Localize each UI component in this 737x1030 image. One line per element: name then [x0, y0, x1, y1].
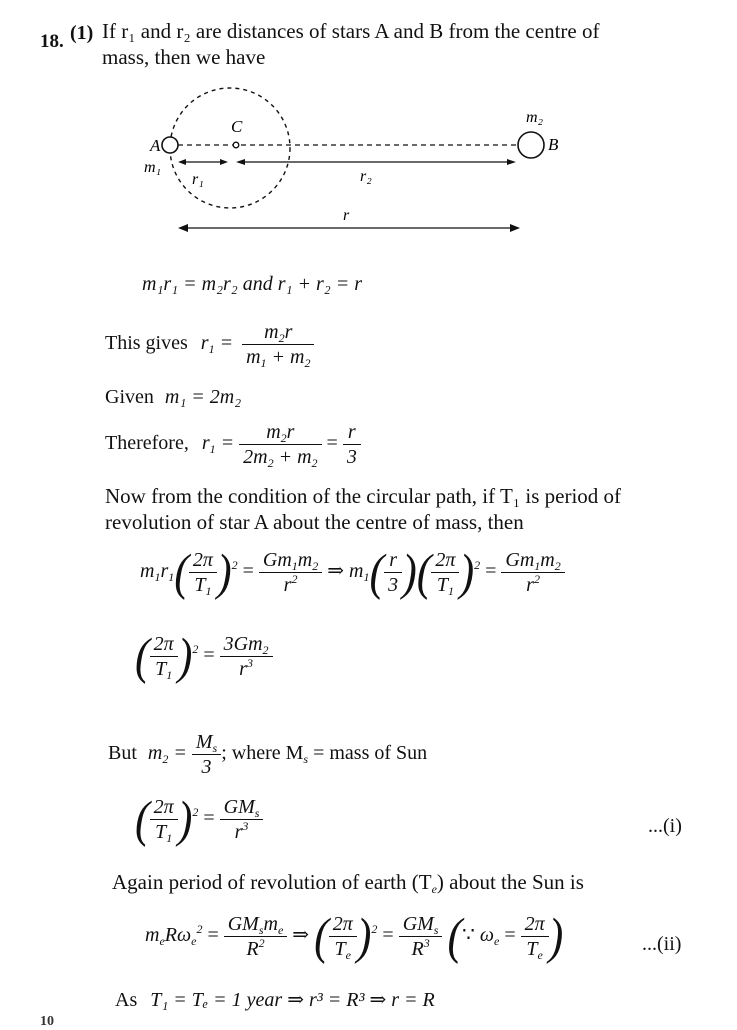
therefore-label: Therefore,: [105, 432, 189, 455]
but-row: But $m_2$ = $\frac{M_s}{3}$ ; where $M_s$ = mass of Sun: [108, 731, 428, 778]
circular-motion-equation: $m_1r_1$( $\frac{2\pi}{T_1}$ )$^2$ = $\frac{Gm_1m_2}{r^2}$ ⇒ $m_1$( $\frac{r}{3}$ )( $\frac{2\pi}{T_1}$ )$^2$ = $\frac{Gm_1m_2}{r^2}$: [140, 548, 565, 597]
therefore-row: Therefore, $r_1$ = $\frac{m_2r}{2m_2 + m_2}$ = $\frac{r}{3}$: [105, 420, 361, 469]
page-corner-number: 10: [40, 1014, 54, 1029]
orbit-circle: [170, 88, 290, 208]
again-row: Again period of revolution of earth $(T_e)$ about the Sun is: [112, 870, 584, 896]
problem-number: 18.: [40, 31, 64, 52]
but-label: But: [108, 742, 137, 765]
label-r2: r₂: [360, 168, 372, 185]
label-a: A: [150, 136, 161, 155]
again-line-2: ) about the Sun is: [436, 870, 584, 894]
intro-line-1: If r₁ and r₂ are distances of stars A and B from the centre of: [102, 19, 600, 43]
omega-equation: ( $\frac{2\pi}{T_1}$ )$^2$ = $\frac{3Gm_2}{r^3}$: [135, 632, 273, 681]
final-equation: T₁ = Tₑ = 1 year ⇒ r³ = R³ ⇒ r = R: [150, 989, 435, 1011]
label-r: r: [343, 207, 350, 224]
given-label: Given: [105, 386, 154, 408]
condition-line-2: revolution of star A about the centre of mass, then: [105, 510, 524, 534]
label-r1: r₁: [192, 171, 204, 188]
label-m2: m₂: [526, 109, 544, 126]
equation-label-ii: ...(ii): [642, 933, 682, 955]
where-text-2: = mass of Sun: [308, 742, 428, 765]
intro-line-2: mass, then we have: [102, 45, 266, 69]
answer-option: (1): [70, 22, 94, 44]
star-b: [518, 132, 544, 158]
equation-i: ( $\frac{2\pi}{T_1}$ )$^2$ = $\frac{GM_s}{r^3}$: [135, 795, 263, 844]
binary-star-diagram: [130, 80, 590, 240]
label-m1: m₁: [144, 159, 162, 176]
star-a: [162, 137, 178, 153]
equation-1: m₁r₁ = m₂r₂ and r₁ + r₂ = r: [142, 273, 363, 295]
this-gives-row: This gives $r_1$ = $\frac{m_2r}{m_1 + m_2}$: [105, 320, 314, 369]
equation-label-i: ...(i): [648, 815, 682, 837]
equation-ii: $m_eR\omega_e^2$ = $\frac{GM_sm_e}{R^2}$ ⇒ ( $\frac{2\pi}{T_e}$ )$^2$ = $\frac{GM_s}{R^3}$ (∵ $\omega_e$ = $\frac{2\pi}{T_e}$ ): [145, 907, 564, 965]
given-equation: m₁ = 2m₂: [164, 386, 242, 408]
centre-of-mass: [233, 142, 239, 148]
given-row: [105, 385, 241, 409]
final-row: [115, 988, 435, 1012]
this-gives-label: This gives: [105, 332, 188, 355]
label-c: C: [231, 117, 243, 136]
again-line: Again period of revolution of earth (T: [112, 870, 432, 894]
where-text: ; where M: [221, 742, 304, 765]
as-label: As: [115, 989, 138, 1011]
label-b: B: [548, 135, 559, 154]
condition-line-1: Now from the condition of the circular path, if T₁ is period of: [105, 484, 622, 508]
